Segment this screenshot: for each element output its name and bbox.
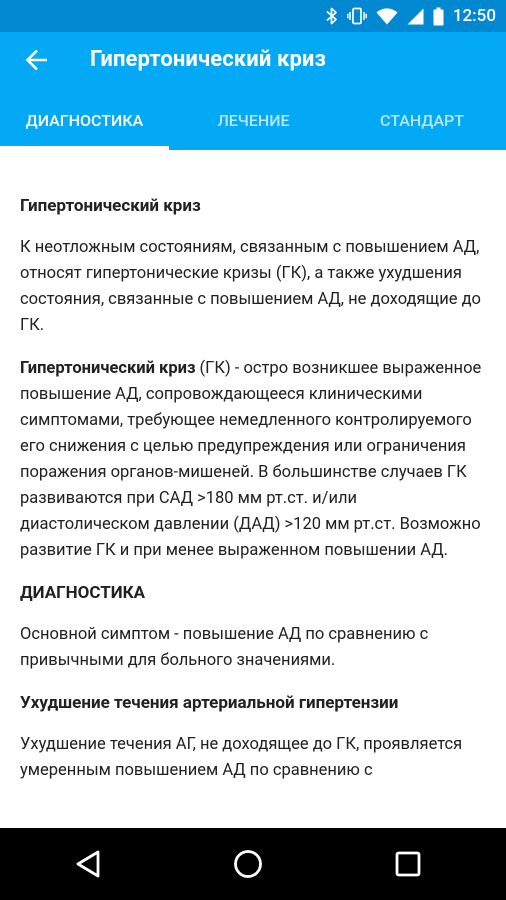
nav-home-button[interactable] <box>224 840 272 888</box>
back-triangle-icon <box>75 850 101 878</box>
recents-square-icon <box>395 851 421 877</box>
paragraph: Ухудшение течения АГ, не доходящее до ГК, проявляется умеренным повышением АД по сравнению с <box>20 735 463 780</box>
article-content[interactable] <box>0 150 506 828</box>
nav-back-button[interactable] <box>64 840 112 888</box>
status-time: 12:50 <box>452 6 496 26</box>
back-button[interactable] <box>20 44 52 76</box>
status-bar <box>0 0 506 32</box>
paragraph: Основной симптом - повышение АД по сравнению с привычными для больного значениями. <box>20 625 429 670</box>
bold-term: Гипертонический криз <box>20 359 196 378</box>
paragraph-text: (ГК) - остро возникшее выраженное повышение АД, сопровождающееся клиническими симптомами, требующее немедленного контролируемого его снижения с целью предупреждения или ограничения поражения органов-мишеней. В большинстве случаев ГК развиваются при САД >180 мм рт.ст. и/или диастолическом давлении (ДАД) >120 мм рт.ст. Возможно развитие ГК и при менее выраженном повышении АД. <box>20 359 482 560</box>
paragraph <box>20 356 484 564</box>
battery-icon <box>433 7 444 26</box>
tab-standard-label: СТАНДАРТ <box>379 111 465 130</box>
vibrate-icon <box>347 7 367 25</box>
app-bar <box>0 32 506 150</box>
tab-diagnostics[interactable] <box>0 102 169 150</box>
tab-diagnostics-label: ДИАГНОСТИКА <box>25 111 144 130</box>
tab-treatment-label: ЛЕЧЕНИЕ <box>217 111 290 130</box>
bluetooth-icon <box>326 7 338 25</box>
tab-treatment[interactable] <box>169 102 338 150</box>
tab-standard[interactable] <box>338 102 506 150</box>
tab-bar <box>0 102 506 150</box>
section-heading: Ухудшение течения артериальной гипертензии <box>20 693 399 713</box>
page-title: Гипертонический криз <box>90 47 326 72</box>
nav-recents-button[interactable] <box>384 840 432 888</box>
arrow-back-icon <box>25 49 47 71</box>
paragraph: К неотложным состояниям, связанным с повышением АД, относят гипертонические кризы (ГК), а также ухудшения состояния, связанные с повышением АД, не доходящие до ГК. <box>20 238 481 335</box>
cellular-signal-icon <box>407 8 424 25</box>
wifi-icon <box>376 8 398 25</box>
status-icons <box>326 6 496 26</box>
section-heading: Гипертонический криз <box>20 196 201 216</box>
navigation-bar <box>0 828 506 900</box>
home-circle-icon <box>233 849 263 879</box>
section-heading: ДИАГНОСТИКА <box>20 583 146 603</box>
